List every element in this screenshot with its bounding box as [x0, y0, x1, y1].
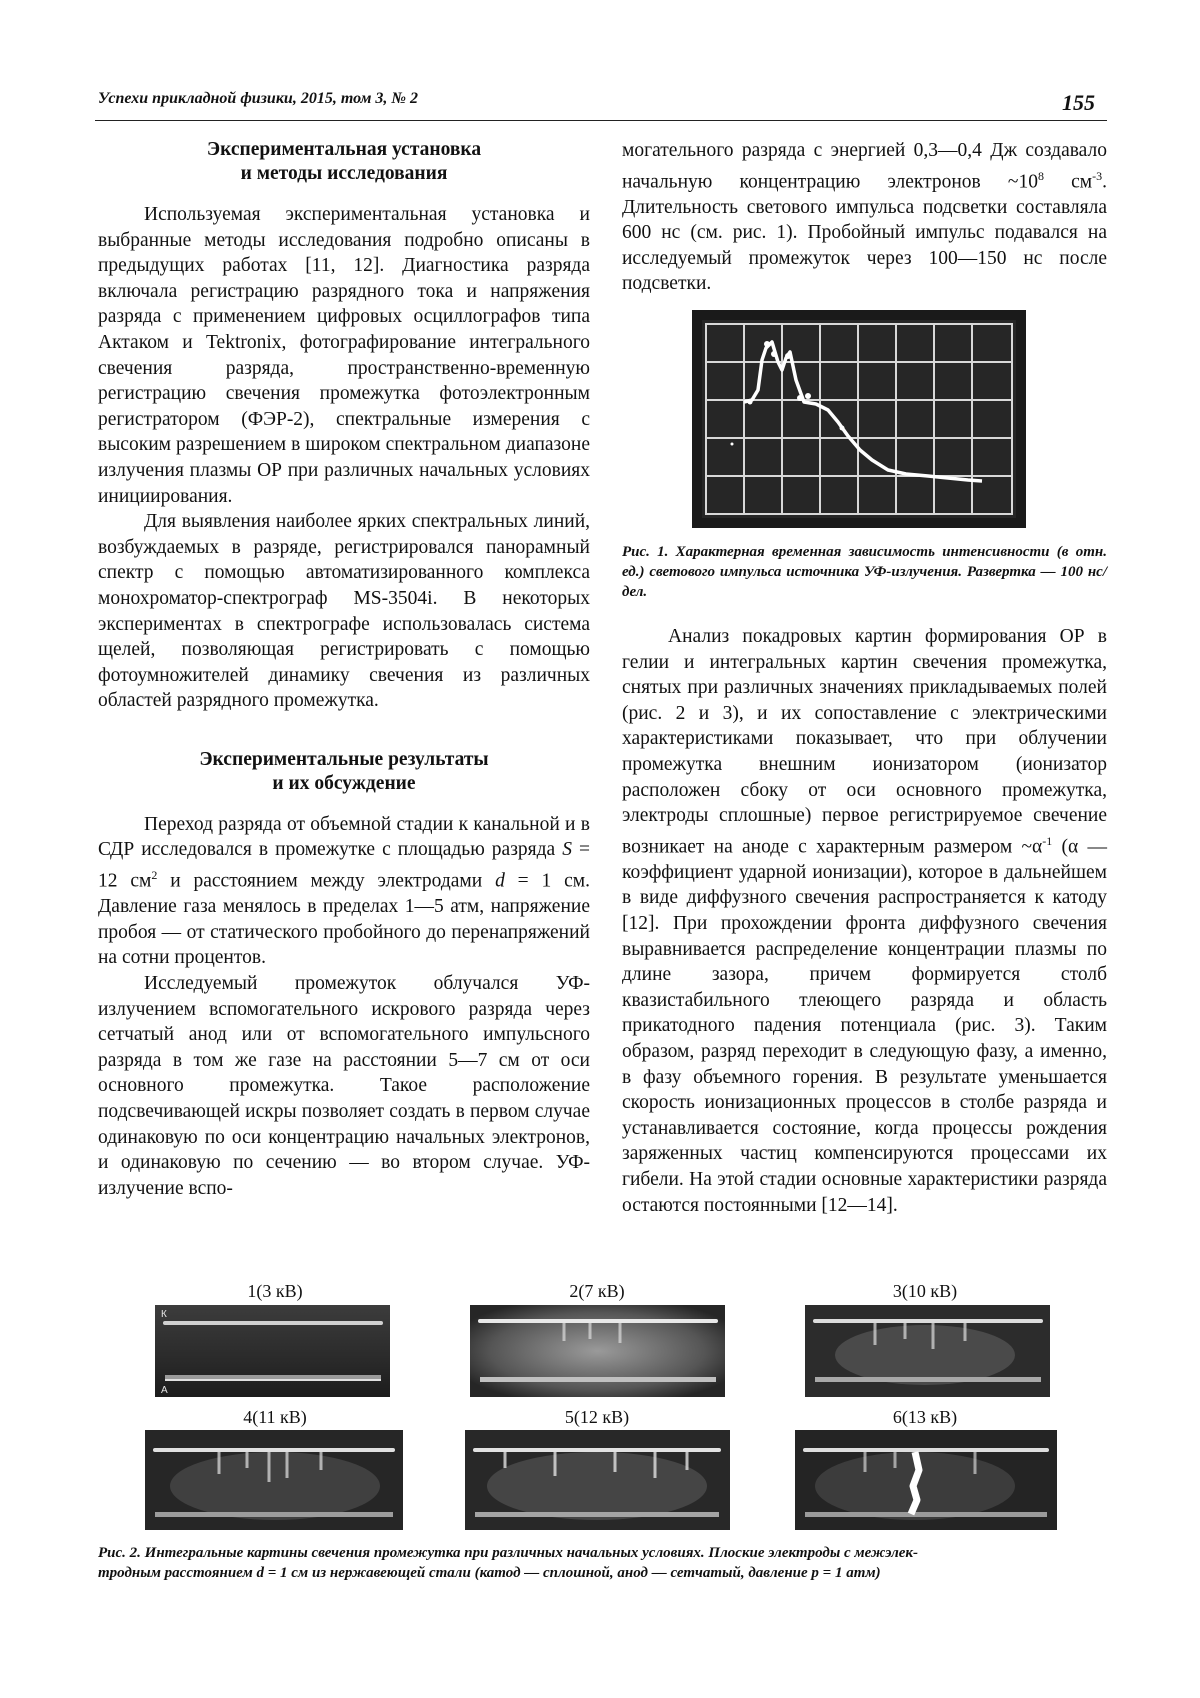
section-heading-setup: Экспериментальная установка и методы исследования [206, 139, 482, 184]
discharge-photo-2 [470, 1305, 725, 1397]
panel-label-6: 6(13 кВ) [892, 1407, 958, 1427]
right-column-continued [622, 624, 1107, 1218]
panel-label-5: 5(12 кВ) [564, 1407, 630, 1427]
paragraph: Для выявления наиболее ярких спектральных линий, возбуждаемых в разряде, регистрировался панорамный спектр с помощью автоматизированного комплекса монохроматор-спектрограф MS-3504i. В некоторых экспериментах в спектрографе использовалась система щелей, позволяющая регистрировать с помощью фотоумножителей динамику свечения из различных областей разрядного промежутка. [98, 511, 590, 712]
figure-2-caption: Рис. 2. Интегральные картины свечения промежутка при различных начальных условиях. Плоские электроды с межэлек- тродным расстоянием d = 1 см из нержавеющей стали (катод — сплошной, анод — сетчатый, давление p = 1 атм) [98, 1545, 919, 1581]
page-number: 155 [1062, 90, 1095, 115]
cathode-mark: К [161, 1309, 167, 1320]
oscillogram-image [692, 310, 1026, 528]
left-column [98, 138, 590, 1201]
discharge-photo-3 [805, 1305, 1050, 1397]
figure-1-oscillogram [692, 310, 1026, 528]
discharge-photo-5 [465, 1430, 730, 1530]
anode-mark: А [161, 1385, 168, 1396]
paragraph: Переход разряда от объемной стадии к канальной и в СДР исследовался в промежутке с площадью разряда S = 12 $см^2$ и расстоянием между электродами d = 1 см. Давление газа менялось в пределах 1—5 атм, напряжение пробоя — от статического пробойного до перенапряжений на сотни процентов. [98, 813, 591, 969]
paragraph: могательного разряда с энергией 0,3—0,4 Дж создавало начальную концентрацию электронов $\sim 10^8$ $см^{-3}$. Длительность светового импульса подсветки составляла 600 нс (см. рис. 1). Пробойный импульс подавался на исследуемый промежуток через 100—150 нс после подсветки. [622, 140, 1107, 295]
paragraph: Исследуемый промежуток облучался УФ-излучением вспомогательного искрового разряда через сетчатый анод или от вспомогательного импульсного разряда в том же газе на расстоянии 5—7 см от оси основного промежутка. Такое расположение подсвечивающей искры позволяет создать в первом случае одинаковую по оси концентрацию начальных электронов, и одинаковую по сечению — во втором случае. УФ-излучение вспо- [98, 972, 590, 1199]
discharge-photo-6 [795, 1430, 1057, 1530]
panel-label-2: 2(7 кВ) [569, 1281, 625, 1301]
journal-header: Успехи прикладной физики, 2015, том 3, № 2 [98, 90, 419, 107]
paragraph: Используемая экспериментальная установка и выбранные методы исследования подробно описаны в предыдущих работах [11, 12]. Диагностика разряда включала регистрацию разрядного тока и напряжения разряда с применением цифровых осциллографов типа Актаком и Tektronix, фотографирование интегрального свечения разряда, пространственно-временную регистрацию свечения промежутка фотоэлектронным регистратором (ФЭР-2), спектральные измерения с высоким разрешением в широком спектральном диапазоне излучения плазмы ОР при различных начальных условиях инициирования. [98, 204, 590, 507]
figure-1-caption: Рис. 1. Характерная временная зависимость интенсивности (в отн. ед.) светового импульса источника УФ-излучения. Развертка — 100 нс/дел. [622, 544, 1107, 600]
section-heading-results: Экспериментальные результаты и их обсуждение [199, 748, 489, 794]
right-column [622, 138, 1107, 297]
discharge-photo-4 [145, 1430, 403, 1530]
panel-label-3: 3(10 кВ) [892, 1281, 958, 1301]
discharge-photo-1 [155, 1305, 390, 1397]
panel-label-4: 4(11 кВ) [243, 1407, 307, 1427]
panel-label-1: 1(3 кВ) [247, 1281, 303, 1301]
header-rule [95, 120, 1107, 121]
paragraph: Анализ покадровых картин формирования ОР в гелии и интегральных картин свечения промежутка, снятых при различных значениях прикладываемых полей (рис. 2 и 3), и их сопоставление с электрическими характеристиками показывает, что при облучении промежутка внешним ионизатором (ионизатор расположен сбоку от оси основного промежутка, электроды сплошные) первое регистрируемое свечение возникает на аноде с характерным размером $\sim\alpha^{-1}$ (α — коэффициент ударной ионизации), которое в дальнейшем в виде диффузного свечения распространяется к катоду [12]. При прохождении фронта диффузного свечения выравнивается распределение концентрации плазмы по длине зазора, причем формируется столб квазистабильного тлеющего разряда и область прикатодного падения потенциала (рис. 3). Таким образом, разряд переходит в следующую фазу, а именно, в фазу объемного горения. В результате уменьшается скорость ионизационных процессов в столбе разряда и устанавливается состояние, когда процессы рождения заряженных частиц компенсируются процессами их гибели. На этой стадии основные характеристики разряда остаются постоянными [12—14]. [622, 626, 1107, 1216]
